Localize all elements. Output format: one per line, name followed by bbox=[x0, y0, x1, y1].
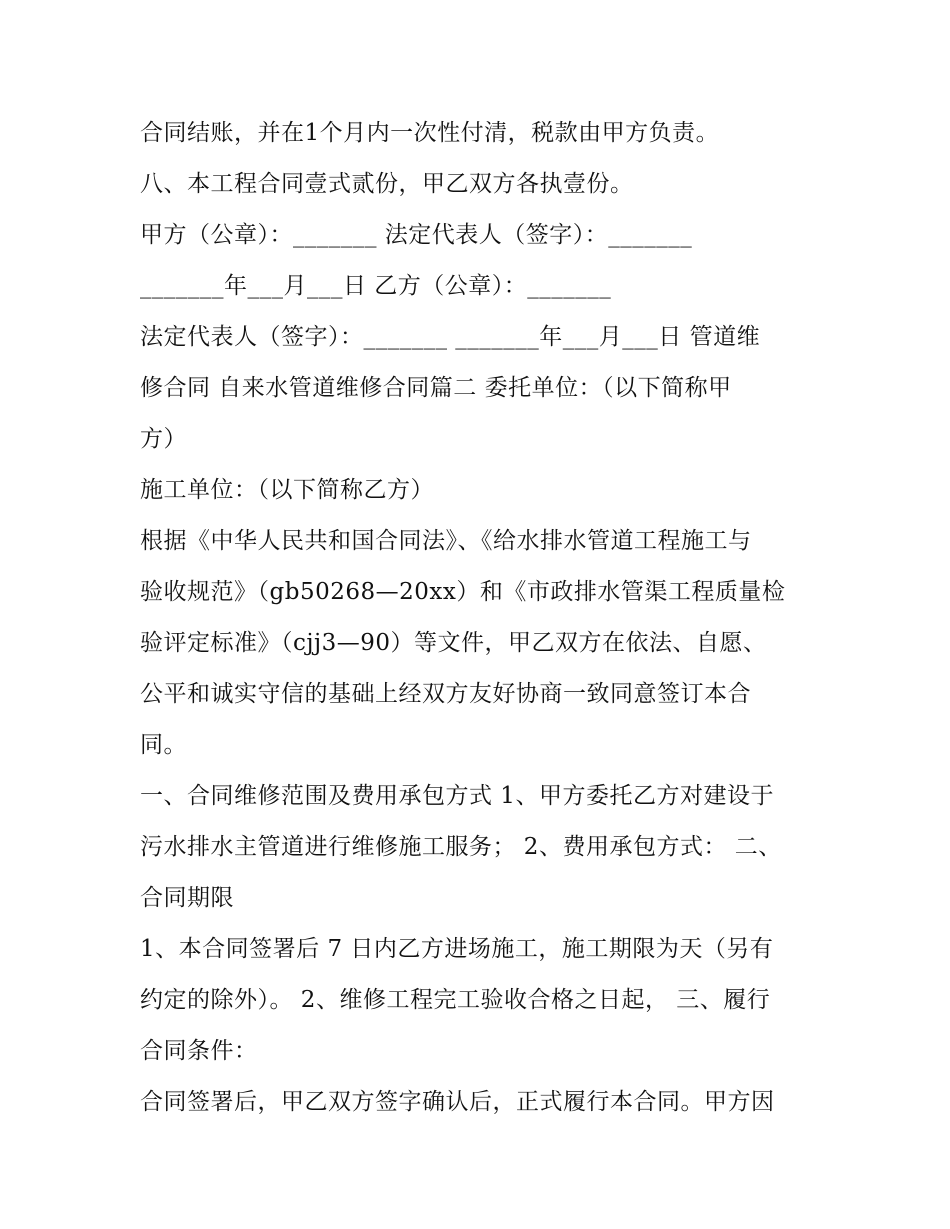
contract-text bbox=[140, 108, 820, 1128]
text-line: 污水排水主管道进行维修施工服务； 2、费用承包方式： 二、 bbox=[140, 834, 782, 860]
text-line: 一、合同维修范围及费用承包方式 1、甲方委托乙方对建设于 bbox=[140, 783, 774, 809]
text-line: 1、本合同签署后 7 日内乙方进场施工，施工期限为天（另有 bbox=[140, 936, 774, 962]
text-line: 约定的除外）。 2、维修工程完工验收合格之日起， 三、履行 bbox=[140, 987, 771, 1013]
text-line: 同。 bbox=[140, 732, 187, 758]
text-line: 法定代表人（签字）：_______ _______年___月___日 管道维 bbox=[140, 324, 761, 350]
text-line: _______年___月___日 乙方（公章）：_______ bbox=[140, 273, 612, 299]
text-line: 合同期限 bbox=[140, 885, 234, 911]
text-line: 施工单位：（以下简称乙方） bbox=[140, 477, 434, 503]
text-line: 验收规范》（gb50268—20xx）和《市政排水管渠工程质量检 bbox=[140, 579, 786, 605]
text-line: 验评定标准》（cjj3—90）等文件，甲乙双方在依法、自愿、 bbox=[140, 630, 767, 656]
text-line: 方） bbox=[140, 426, 187, 452]
text-line: 公平和诚实守信的基础上经双方友好协商一致同意签订本合 bbox=[140, 681, 751, 707]
text-line: 合同条件： bbox=[140, 1038, 258, 1064]
text-line: 甲方（公章）：_______ 法定代表人（签字）：_______ bbox=[140, 222, 693, 248]
text-line: 根据《中华人民共和国合同法》、《给水排水管道工程施工与 bbox=[140, 528, 752, 554]
text-line: 八、本工程合同壹式贰份，甲乙双方各执壹份。 bbox=[140, 171, 634, 197]
text-line: 修合同 自来水管道维修合同篇二 委托单位：（以下简称甲 bbox=[140, 375, 732, 401]
text-line: 合同结账，并在1个月内一次性付清，税款由甲方负责。 bbox=[140, 120, 720, 146]
text-line: 合同签署后，甲乙双方签字确认后，正式履行本合同。甲方因 bbox=[140, 1089, 775, 1115]
